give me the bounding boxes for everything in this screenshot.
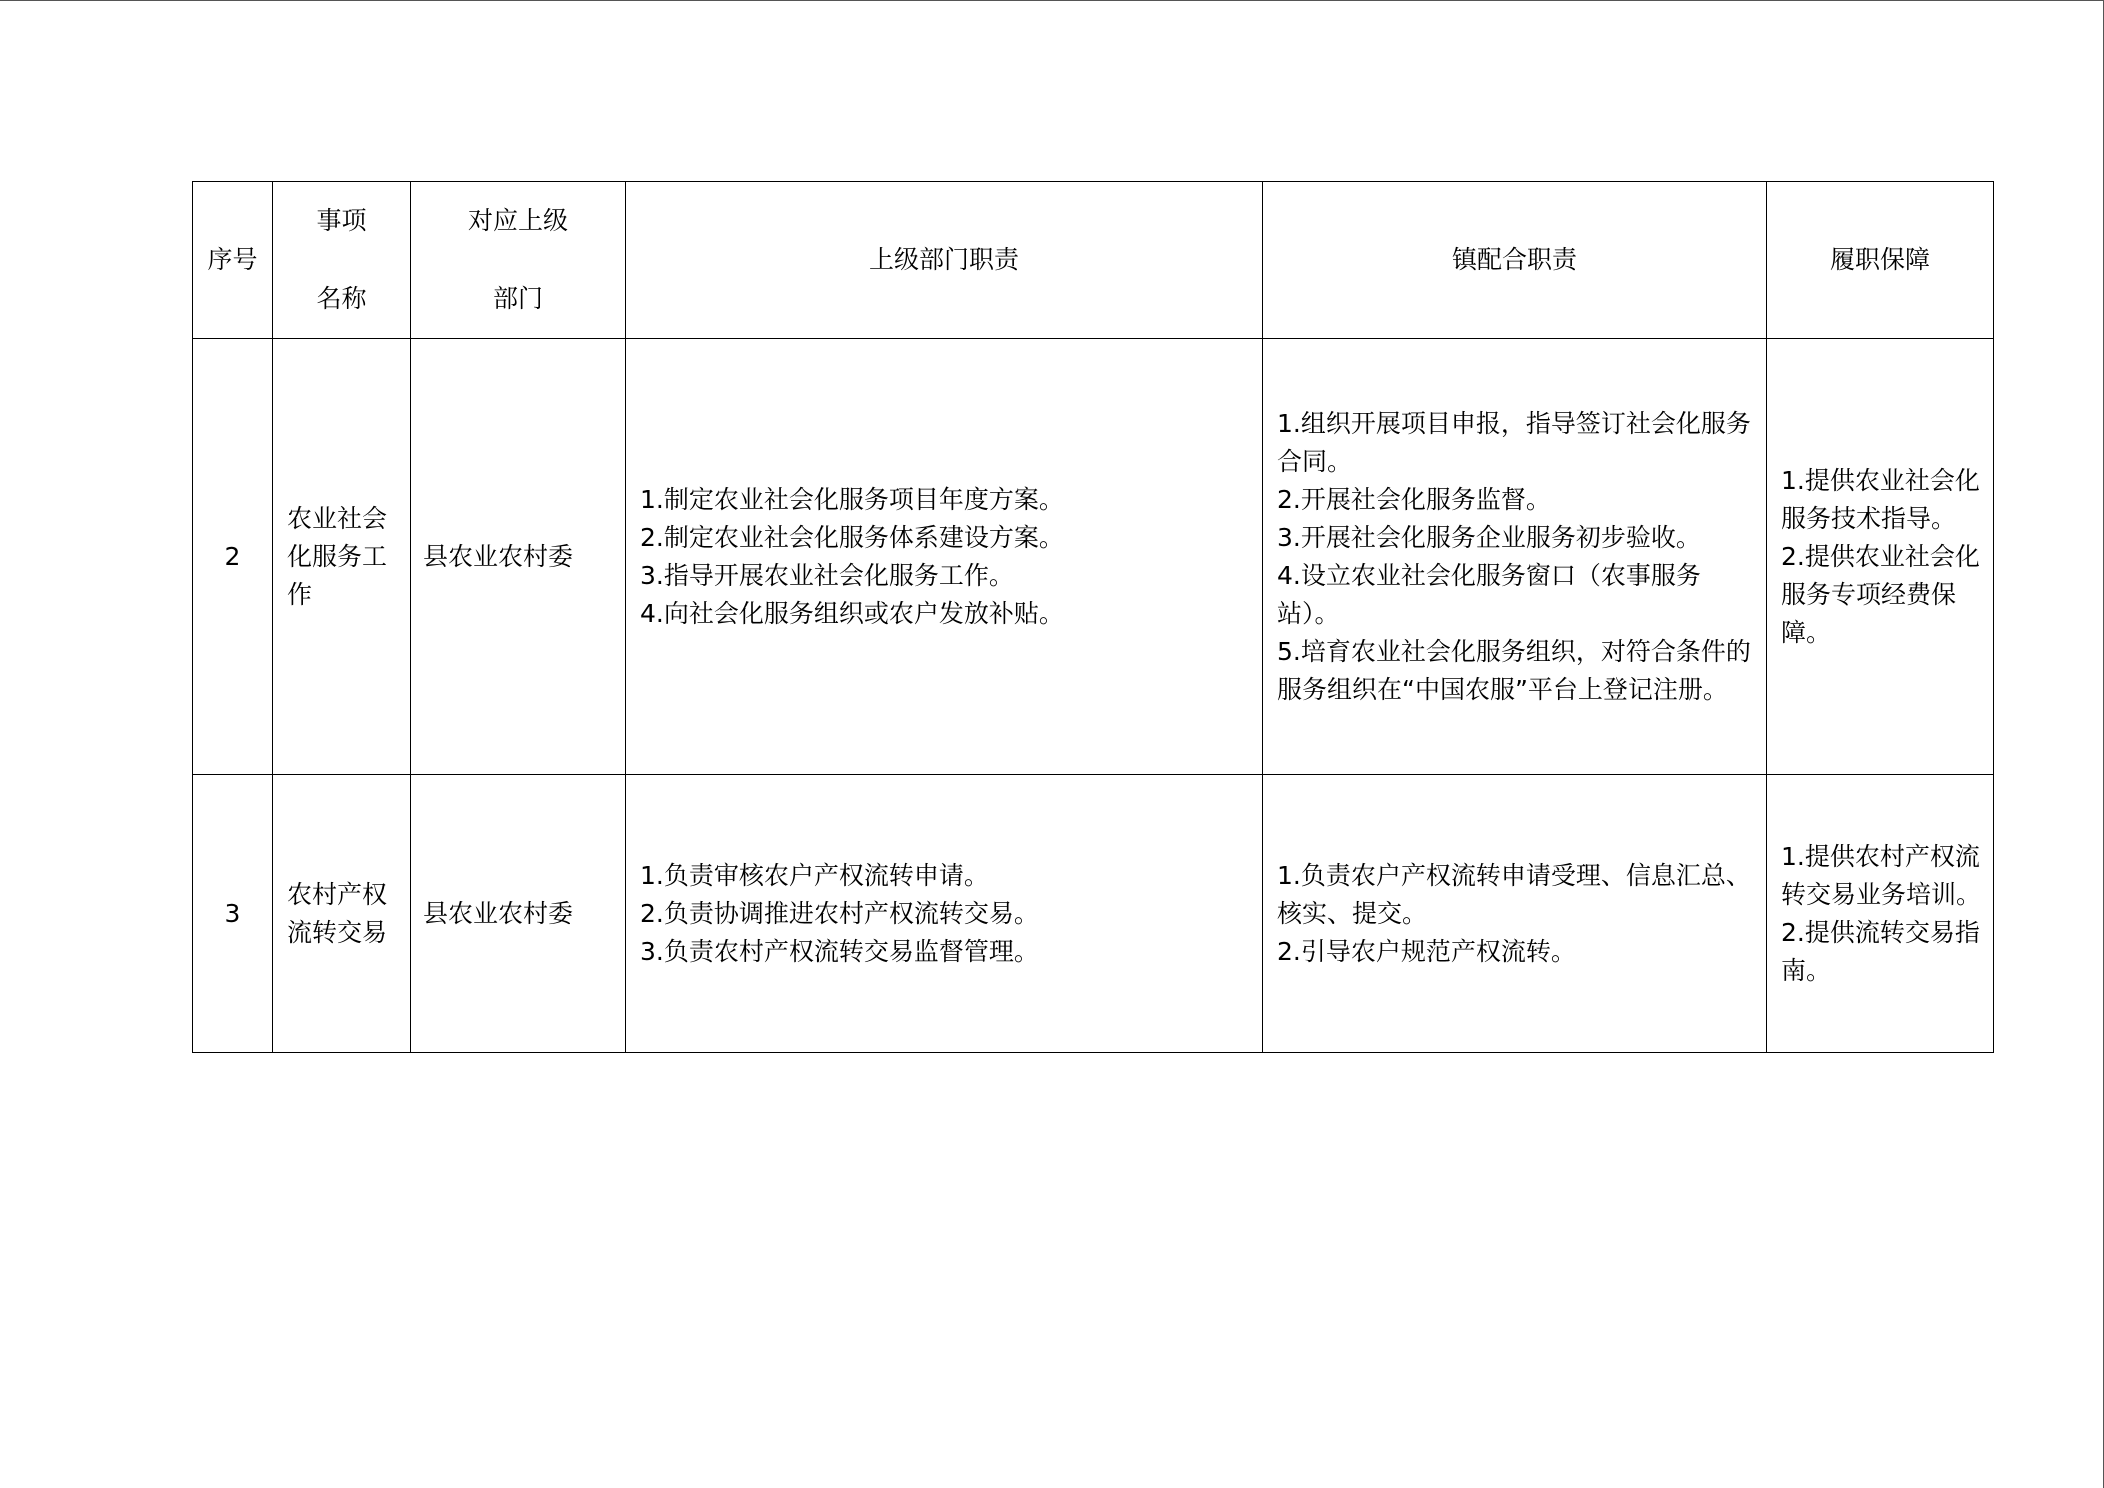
header-guarantee: 履职保障	[1767, 182, 1994, 339]
guarantee-item: 1.提供农业社会化服务技术指导。	[1781, 465, 1980, 533]
row-upper-duty	[626, 339, 1263, 775]
upper-duty-item: 2.负责协调推进农村产权流转交易。	[640, 898, 1039, 928]
header-town-duty: 镇配合职责	[1263, 182, 1767, 339]
table-row	[193, 339, 1994, 775]
upper-duty-item: 1.制定农业社会化服务项目年度方案。	[640, 484, 1064, 514]
header-row	[193, 182, 1994, 339]
row-town-duty	[1263, 775, 1767, 1053]
row-num: 2	[193, 339, 273, 775]
row-dept: 县农业农村委	[411, 775, 626, 1053]
town-duty-item: 1.负责农户产权流转申请受理、信息汇总、核实、提交。	[1277, 860, 1751, 928]
upper-duty-item: 3.负责农村产权流转交易监督管理。	[640, 936, 1039, 966]
table-row	[193, 775, 1994, 1053]
header-dept-line1: 对应上级	[467, 206, 568, 235]
guarantee-item: 2.提供农业社会化服务专项经费保障。	[1781, 541, 1980, 647]
row-upper-duty	[626, 775, 1263, 1053]
header-num: 序号	[193, 182, 273, 339]
row-item-name: 农村产权流转交易	[273, 775, 411, 1053]
header-item-name-line1: 事项	[316, 206, 367, 235]
row-dept: 县农业农村委	[411, 339, 626, 775]
row-guarantee	[1767, 339, 1994, 775]
town-duty-item: 2.引导农户规范产权流转。	[1277, 936, 1576, 966]
header-item-name-line2: 名称	[316, 284, 367, 313]
upper-duty-item: 2.制定农业社会化服务体系建设方案。	[640, 522, 1064, 552]
town-duty-item: 2.开展社会化服务监督。	[1277, 484, 1551, 514]
upper-duty-item: 4.向社会化服务组织或农户发放补贴。	[640, 598, 1064, 628]
town-duty-item: 5.培育农业社会化服务组织，对符合条件的服务组织在“中国农服”平台上登记注册。	[1277, 636, 1751, 704]
upper-duty-item: 3.指导开展农业社会化服务工作。	[640, 560, 1014, 590]
header-upper-duty: 上级部门职责	[626, 182, 1263, 339]
duty-table	[192, 181, 1994, 1053]
row-town-duty	[1263, 339, 1767, 775]
header-dept	[411, 182, 626, 339]
header-item-name	[273, 182, 411, 339]
row-num: 3	[193, 775, 273, 1053]
row-item-name: 农业社会化服务工作	[273, 339, 411, 775]
row-guarantee	[1767, 775, 1994, 1053]
guarantee-item: 2.提供流转交易指南。	[1781, 917, 1980, 985]
town-duty-item: 1.组织开展项目申报，指导签订社会化服务合同。	[1277, 408, 1751, 476]
upper-duty-item: 1.负责审核农户产权流转申请。	[640, 860, 989, 890]
guarantee-item: 1.提供农村产权流转交易业务培训。	[1781, 841, 1982, 909]
town-duty-item: 4.设立农业社会化服务窗口（农事服务站）。	[1277, 560, 1701, 628]
town-duty-item: 3.开展社会化服务企业服务初步验收。	[1277, 522, 1701, 552]
header-dept-line2: 部门	[492, 284, 543, 313]
